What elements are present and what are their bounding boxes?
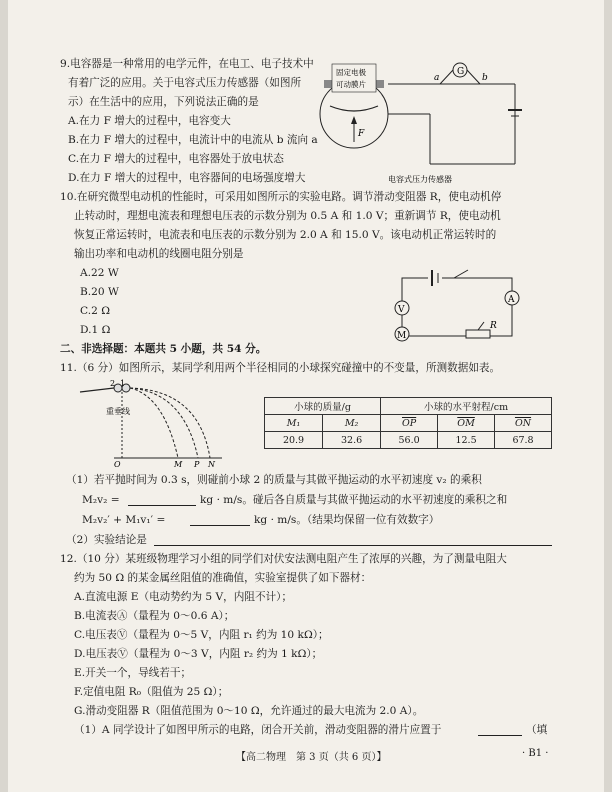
table-row	[265, 415, 552, 432]
fig11-p-label: P	[194, 460, 200, 468]
q11-part1-line2a: M₂v₂ =	[82, 494, 120, 506]
q12-item-f: F.定值电阻 R₀（阻值为 25 Ω）；	[74, 686, 229, 698]
q9-stem-line3: 示）在生活中的应用，下列说法正确的是	[68, 96, 259, 108]
table-cell: 67.8	[495, 432, 552, 449]
table-col-on: $\overline{ON}$	[495, 415, 552, 432]
page-code: · B1 ·	[522, 748, 549, 759]
fig10-voltmeter-label: V	[398, 305, 405, 315]
q11-part2: （2）实验结论是	[66, 534, 147, 546]
q11-stem: 11.（6 分）如图所示，某同学利用两个半径相同的小球探究碰撞中的不变量，所测数据如表。	[60, 362, 501, 374]
q10-stem-line4: 输出功率和电动机的线圈电阻分别是	[74, 248, 244, 260]
fig11-ball1-label: 1	[120, 379, 126, 388]
table-header-mass: 小球的质量/g	[265, 398, 381, 415]
table-cell: 32.6	[323, 432, 381, 449]
q10-option-a: A.22 W	[80, 267, 119, 279]
q9-stem-line2: 有着广泛的应用。关于电容式压力传感器（如图所	[68, 77, 302, 89]
fig10-rheostat-label: R	[490, 321, 497, 331]
fig11-o-label: O	[114, 460, 121, 468]
table-header-range: 小球的水平射程/cm	[381, 398, 552, 415]
q12-part1: （1）A 同学设计了如图甲所示的电路，闭合开关前，滑动变阻器的滑片应置于	[74, 724, 442, 736]
q11-part1-line3a: M₂v₂′ + M₁v₁′ =	[82, 514, 166, 526]
q10-stem-line3: 恢复正常运转时，电流表和电压表的示数分别为 2.0 A 和 15.0 V。该电动机正常运转时的	[74, 229, 497, 241]
q10-stem-line2: 止转动时，理想电流表和理想电压表的示数分别为 0.5 A 和 1.0 V；重新调节 R，使电动机	[74, 210, 501, 222]
q10-stem-line1: 10.在研究微型电动机的性能时，可采用如图所示的实验电路。调节滑动变阻器 R，使电动机停	[60, 191, 502, 203]
q10-option-d: D.1 Ω	[80, 324, 111, 336]
fig9-a-label: a	[434, 73, 440, 83]
q9-option-a: A.在力 F 增大的过程中，电容变大	[68, 115, 231, 127]
q11-part1-line1: （1）若平抛时间为 0.3 s，则碰前小球 2 的质量与其做平抛运动的水平初速度 v₂ 的乘积	[66, 474, 482, 486]
q9-option-b: B.在力 F 增大的过程中，电流计中的电流从 b 流向 a	[68, 134, 318, 146]
q9-option-c: C.在力 F 增大的过程中，电容器处于放电状态	[68, 153, 284, 165]
q10-option-c: C.2 Ω	[80, 305, 110, 317]
fig9-f-label: F	[358, 129, 365, 139]
fig9-membrane-label: 可动膜片	[336, 80, 366, 89]
table-col-op: $\overline{OP}$	[381, 415, 438, 432]
section-2-heading: 二、非选择题：本题共 5 小题，共 54 分。	[60, 343, 267, 355]
fig10-motor-label: M	[397, 331, 407, 341]
answer-blank-1[interactable]	[128, 505, 196, 506]
q12-item-b: B.电流表Ⓐ（量程为 0～0.6 A）；	[74, 610, 235, 622]
page-footer: 【高二物理 第 3 页（共 6 页）】	[236, 752, 387, 763]
capacitive-sensor-figure	[310, 54, 540, 188]
answer-blank-4[interactable]	[478, 735, 522, 736]
q9-option-d: D.在力 F 增大的过程中，电容器间的电场强度增大	[68, 172, 306, 184]
q12-item-e: E.开关一个，导线若干；	[74, 667, 192, 679]
table-row	[265, 432, 552, 449]
answer-blank-2[interactable]	[190, 525, 250, 526]
q12-item-d: D.电压表Ⓥ（量程为 0～3 V，内阻 r₂ 约为 1 kΩ）；	[74, 648, 323, 660]
fig11-ball2-label: 2	[110, 379, 116, 388]
q12-stem-line1: 12.（10 分）某班级物理学习小组的同学们对伏安法测电阻产生了浓厚的兴趣，为了测量电阻大	[60, 553, 507, 565]
q11-part1-line3b: kg · m/s。（结果均保留一位有效数字）	[254, 514, 440, 526]
fig10-ammeter-label: A	[508, 295, 515, 305]
fig9-b-label: b	[482, 73, 488, 83]
table-col-m1: M₁	[265, 415, 323, 432]
answer-blank-3[interactable]	[154, 545, 552, 546]
exam-page	[8, 0, 604, 792]
q11-data-table	[264, 397, 552, 449]
table-cell: 20.9	[265, 432, 323, 449]
fig11-m-label: M	[174, 460, 183, 468]
fig9-fixed-electrode-label: 固定电极	[336, 68, 366, 77]
motor-circuit-figure	[392, 264, 534, 348]
fig11-n-label: N	[208, 460, 215, 468]
collision-figure	[74, 378, 224, 468]
q9-stem-line1: 9.电容器是一种常用的电学元件，在电工、电子技术中	[60, 58, 314, 70]
q12-item-g: G.滑动变阻器 R（阻值范围为 0～10 Ω，允许通过的最大电流为 2.0 A）。	[74, 705, 424, 717]
q10-option-b: B.20 W	[80, 286, 119, 298]
q12-part1-tail: （填	[526, 724, 548, 736]
q12-item-c: C.电压表Ⓥ（量程为 0～5 V，内阻 r₁ 约为 10 kΩ）；	[74, 629, 329, 641]
table-cell: 56.0	[381, 432, 438, 449]
fig11-plumb-label: 重垂线	[106, 407, 130, 416]
q12-item-a: A.直流电源 E（电动势约为 5 V，内阻不计）；	[74, 591, 293, 603]
fig9-caption: 电容式压力传感器	[388, 175, 452, 184]
table-row	[265, 398, 552, 415]
q11-part1-line2b: kg · m/s。碰后各自质量与其做平抛运动的水平初速度的乘积之和	[200, 494, 508, 506]
table-col-m2: M₂	[323, 415, 381, 432]
q12-stem-line2: 约为 50 Ω 的某金属丝阻值的准确值，实验室提供了如下器材：	[74, 572, 372, 584]
fig9-g-label: G	[457, 67, 465, 77]
table-cell: 12.5	[438, 432, 495, 449]
table-col-om: $\overline{OM}$	[438, 415, 495, 432]
